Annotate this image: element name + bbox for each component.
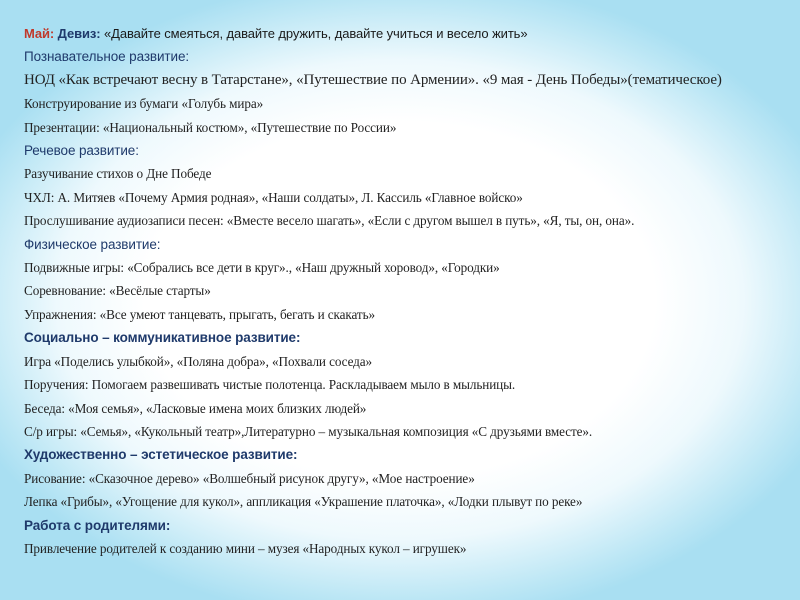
list-item: Подвижные игры: «Собрались все дети в круг»., «Наш дружный хоровод», «Городки» <box>24 260 500 276</box>
motto-line <box>24 22 794 45</box>
motto-text: «Давайте смеяться, давайте дружить, давайте учиться и весело жить» <box>104 26 528 41</box>
section-heading-speech: Речевое развитие: <box>24 143 139 159</box>
motto-label: Девиз: <box>57 26 101 41</box>
list-item: Рисование: «Сказочное дерево» «Волшебный рисунок другу», «Мое настроение» <box>24 470 475 486</box>
list-item: Упражнения: «Все умеют танцевать, прыгать, бегать и скакать» <box>24 306 375 322</box>
list-item: Конструирование из бумаги «Голубь мира» <box>24 96 264 112</box>
list-item: Беседа: «Моя семья», «Ласковые имена моих близких людей» <box>24 400 367 416</box>
slide-content <box>24 22 794 560</box>
list-item: Игра «Поделись улыбкой», «Поляна добра», «Похвали соседа» <box>24 353 373 369</box>
list-item: ЧХЛ: А. Митяев «Почему Армия родная», «Наши солдаты», Л. Кассиль «Главное войско» <box>24 189 523 205</box>
list-item: Привлечение родителей к созданию мини – музея «Народных кукол – игрушек» <box>24 540 467 556</box>
list-item: НОД «Как встречают весну в Татарстане», «Путешествие по Армении». «9 мая - День Победы»(тематическое) <box>24 71 722 88</box>
section-heading-artistic: Художественно – эстетическое развитие: <box>24 447 298 463</box>
section-heading-cognitive: Познавательное развитие: <box>24 49 190 65</box>
section-heading-physical: Физическое развитие: <box>24 236 161 252</box>
list-item: С/р игры: «Семья», «Кукольный театр»,Литературно – музыкальная композиция «С друзьями вместе». <box>24 423 593 439</box>
section-heading-parents: Работа с родителями: <box>24 517 171 533</box>
list-item: Поручения: Помогаем развешивать чистые полотенца. Раскладываем мыло в мыльницы. <box>24 377 516 393</box>
list-item: Соревнование: «Весёлые старты» <box>24 283 211 299</box>
section-heading-social: Социально – коммуникативное развитие: <box>24 330 301 346</box>
list-item: Разучивание стихов о Дне Победе <box>24 166 212 182</box>
month-label: Май: <box>24 26 55 41</box>
list-item: Прослушивание аудиозаписи песен: «Вместе весело шагать», «Если с другом вышел в путь», «Я, ты, он, она». <box>24 213 635 229</box>
list-item: Лепка «Грибы», «Угощение для кукол», аппликация «Украшение платочка», «Лодки плывут по реке» <box>24 494 583 510</box>
list-item: Презентации: «Национальный костюм», «Путешествие по России» <box>24 119 397 135</box>
